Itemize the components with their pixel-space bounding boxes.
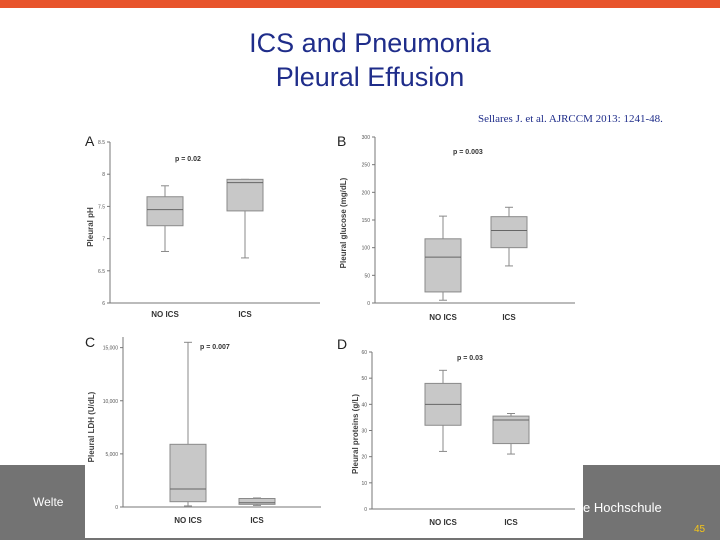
y-tick-label: 40: [361, 402, 367, 409]
category-label: ICS: [502, 313, 516, 322]
y-tick-label: 60: [361, 350, 367, 356]
y-tick-label: 8.5: [98, 140, 105, 146]
y-tick-label: 5,000: [105, 451, 118, 458]
footer-author: Welte: [33, 495, 64, 509]
y-tick-label: 0: [364, 507, 367, 513]
p-value-label: p = 0.03: [457, 355, 483, 362]
p-value-label: p = 0.003: [453, 149, 483, 156]
category-label: NO ICS: [429, 313, 457, 322]
y-tick-label: 150: [361, 218, 370, 224]
accent-top-bar: [0, 0, 720, 8]
box-ics: [227, 179, 263, 211]
y-axis-label: Pleural pH: [86, 207, 95, 247]
box-no-ics: [170, 444, 206, 501]
panel-c: [85, 334, 321, 525]
y-axis-label: Pleural proteins (g/L): [351, 393, 360, 475]
page-number: 45: [694, 524, 706, 535]
y-tick-label: 50: [361, 376, 367, 383]
footer-institution: e Hochschule: [583, 500, 662, 515]
y-axis-label: Pleural LDH (U/dL): [87, 391, 96, 463]
p-value-label: p = 0.02: [175, 156, 201, 163]
category-label: ICS: [250, 516, 264, 525]
boxplot-figure: [85, 127, 583, 538]
p-value-label: p = 0.007: [200, 344, 230, 351]
box-ics: [491, 217, 527, 248]
panel-letter: B: [337, 133, 347, 149]
y-tick-label: 250: [361, 162, 370, 169]
y-tick-label: 7.5: [98, 204, 105, 211]
y-tick-label: 0: [115, 505, 118, 511]
y-tick-label: 10: [361, 480, 367, 487]
category-label: NO ICS: [429, 518, 457, 527]
panel-b: [337, 133, 575, 322]
box-no-ics: [147, 197, 183, 226]
category-label: ICS: [238, 310, 252, 319]
slide-title: [0, 26, 720, 94]
citation: Sellares J. et al. AJRCCM 2013: 1241-48.: [478, 113, 663, 125]
panel-letter: D: [337, 336, 348, 352]
y-tick-label: 0: [367, 301, 370, 307]
y-tick-label: 200: [361, 190, 370, 197]
y-tick-label: 15,000: [102, 345, 118, 352]
y-tick-label: 20: [361, 454, 367, 461]
y-tick-label: 6: [102, 301, 105, 307]
y-tick-label: 8: [102, 172, 105, 179]
panel-d: [337, 336, 575, 527]
y-tick-label: 50: [364, 273, 370, 280]
y-tick-label: 100: [361, 245, 370, 252]
category-label: NO ICS: [174, 516, 202, 525]
panel-letter: A: [85, 133, 95, 149]
category-label: NO ICS: [151, 310, 179, 319]
y-tick-label: 30: [361, 428, 367, 435]
y-tick-label: 6.5: [98, 268, 105, 275]
panel-a: [85, 133, 320, 319]
boxplot-svg: [85, 127, 583, 538]
title-line-1: ICS and Pneumonia: [249, 28, 491, 58]
box-ics: [239, 499, 275, 505]
y-tick-label: 300: [361, 135, 370, 141]
y-tick-label: 10,000: [102, 398, 118, 405]
category-label: ICS: [504, 518, 518, 527]
title-line-2: Pleural Effusion: [275, 62, 465, 92]
box-no-ics: [425, 239, 461, 292]
y-axis-label: Pleural glucose (mg/dL): [339, 177, 348, 269]
panel-letter: C: [85, 334, 96, 350]
y-tick-label: 7: [102, 236, 105, 243]
